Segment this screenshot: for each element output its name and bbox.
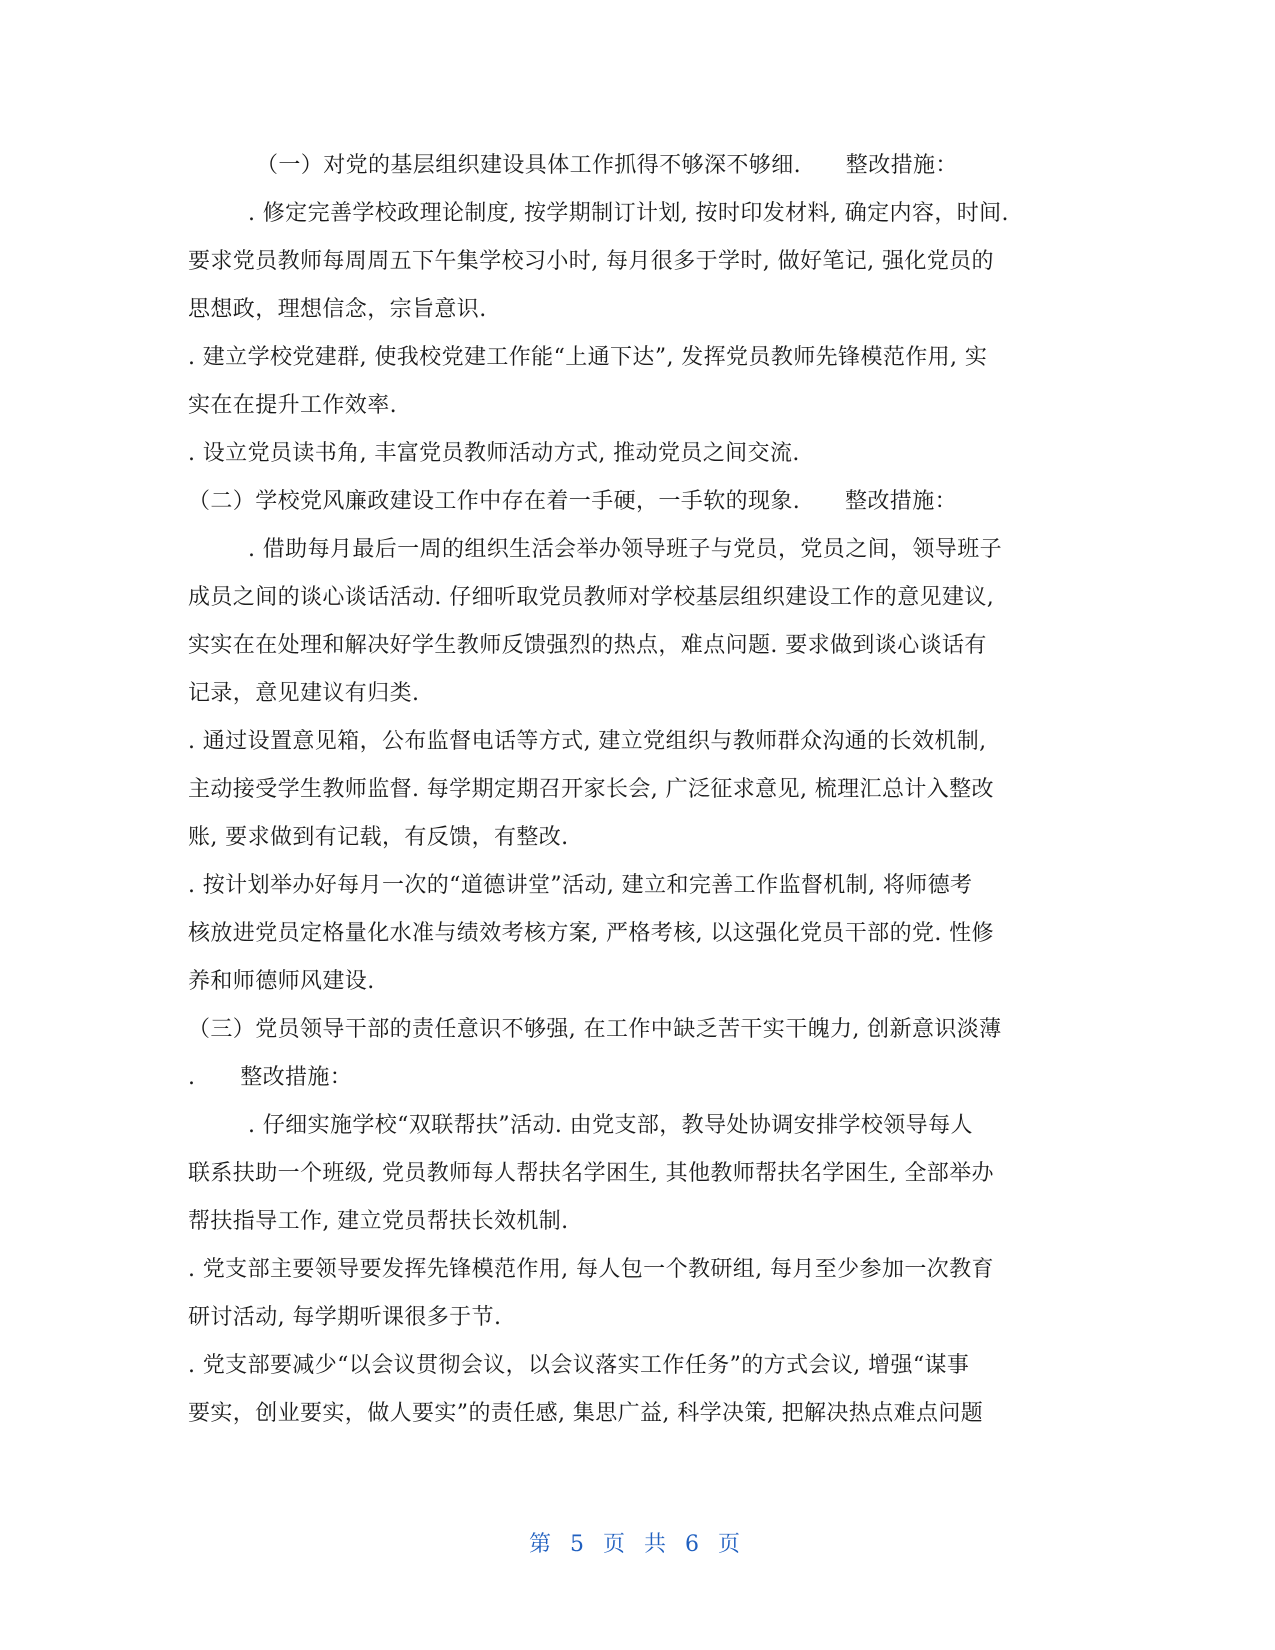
body-line: 帮扶指导工作, 建立党员帮扶长效机制. — [188, 1209, 569, 1234]
body-line: 养和师德师风建设. — [188, 969, 375, 994]
section-heading-2: （二）学校党风廉政建设工作中存在着一手硬，一手软的现象. 整改措施： — [188, 489, 957, 514]
body-line: 研讨活动, 每学期听课很多于节. — [188, 1305, 502, 1330]
body-line: . 党支部要减少“以会议贯彻会议，以会议落实工作任务”的方式会议, 增强“谋事 — [188, 1353, 970, 1378]
body-line: . 修定完善学校政理论制度, 按学期制订计划, 按时印发材料, 确定内容，时间. — [248, 201, 1009, 226]
body-line: 联系扶助一个班级, 党员教师每人帮扶名学困生, 其他教师帮扶名学困生, 全部举办 — [188, 1161, 994, 1186]
body-line: 核放进党员定格量化水准与绩效考核方案, 严格考核, 以这强化党员干部的党. 性修 — [188, 921, 994, 946]
body-line: . 仔细实施学校“双联帮扶”活动. 由党支部，教导处协调安排学校领导每人 — [248, 1113, 973, 1138]
body-line: . 整改措施： — [188, 1065, 353, 1090]
body-line: 要求党员教师每周周五下午集学校习小时, 每月很多于学时, 做好笔记, 强化党员的 — [188, 249, 994, 274]
body-line: 账, 要求做到有记载，有反馈，有整改. — [188, 825, 569, 850]
body-line: . 通过设置意见箱，公布监督电话等方式, 建立党组织与教师群众沟通的长效机制, — [188, 729, 987, 754]
body-line: 实在在提升工作效率. — [188, 393, 397, 418]
section-heading-1: （一）对党的基层组织建设具体工作抓得不够深不够细. 整改措施： — [256, 153, 958, 178]
document-body — [188, 142, 1088, 1438]
body-line: 主动接受学生教师监督. 每学期定期召开家长会, 广泛征求意见, 梳理汇总计入整改 — [188, 777, 994, 802]
body-line: . 借助每月最后一周的组织生活会举办领导班子与党员，党员之间，领导班子 — [248, 537, 1002, 562]
body-line: . 建立学校党建群, 使我校党建工作能“上通下达”, 发挥党员教师先锋模范作用, 实 — [188, 345, 988, 370]
body-line: . 设立党员读书角, 丰富党员教师活动方式, 推动党员之间交流. — [188, 441, 800, 466]
body-line: 要实，创业要实，做人要实”的责任感, 集思广益, 科学决策, 把解决热点难点问题 — [188, 1401, 984, 1426]
page-number-footer: 第 5 页 共 6 页 — [529, 1532, 746, 1557]
body-line: . 按计划举办好每月一次的“道德讲堂”活动, 建立和完善工作监督机制, 将师德考 — [188, 873, 973, 898]
body-line: 思想政，理想信念，宗旨意识. — [188, 297, 487, 322]
section-heading-3: （三）党员领导干部的责任意识不够强, 在工作中缺乏苦干实干魄力, 创新意识淡薄 — [188, 1017, 1002, 1042]
body-line: 记录，意见建议有归类. — [188, 681, 420, 706]
body-line: . 党支部主要领导要发挥先锋模范作用, 每人包一个教研组, 每月至少参加一次教育 — [188, 1257, 994, 1282]
body-line: 成员之间的谈心谈话活动. 仔细听取党员教师对学校基层组织建设工作的意见建议, — [188, 585, 995, 610]
body-line: 实实在在处理和解决好学生教师反馈强烈的热点，难点问题. 要求做到谈心谈话有 — [188, 633, 987, 658]
